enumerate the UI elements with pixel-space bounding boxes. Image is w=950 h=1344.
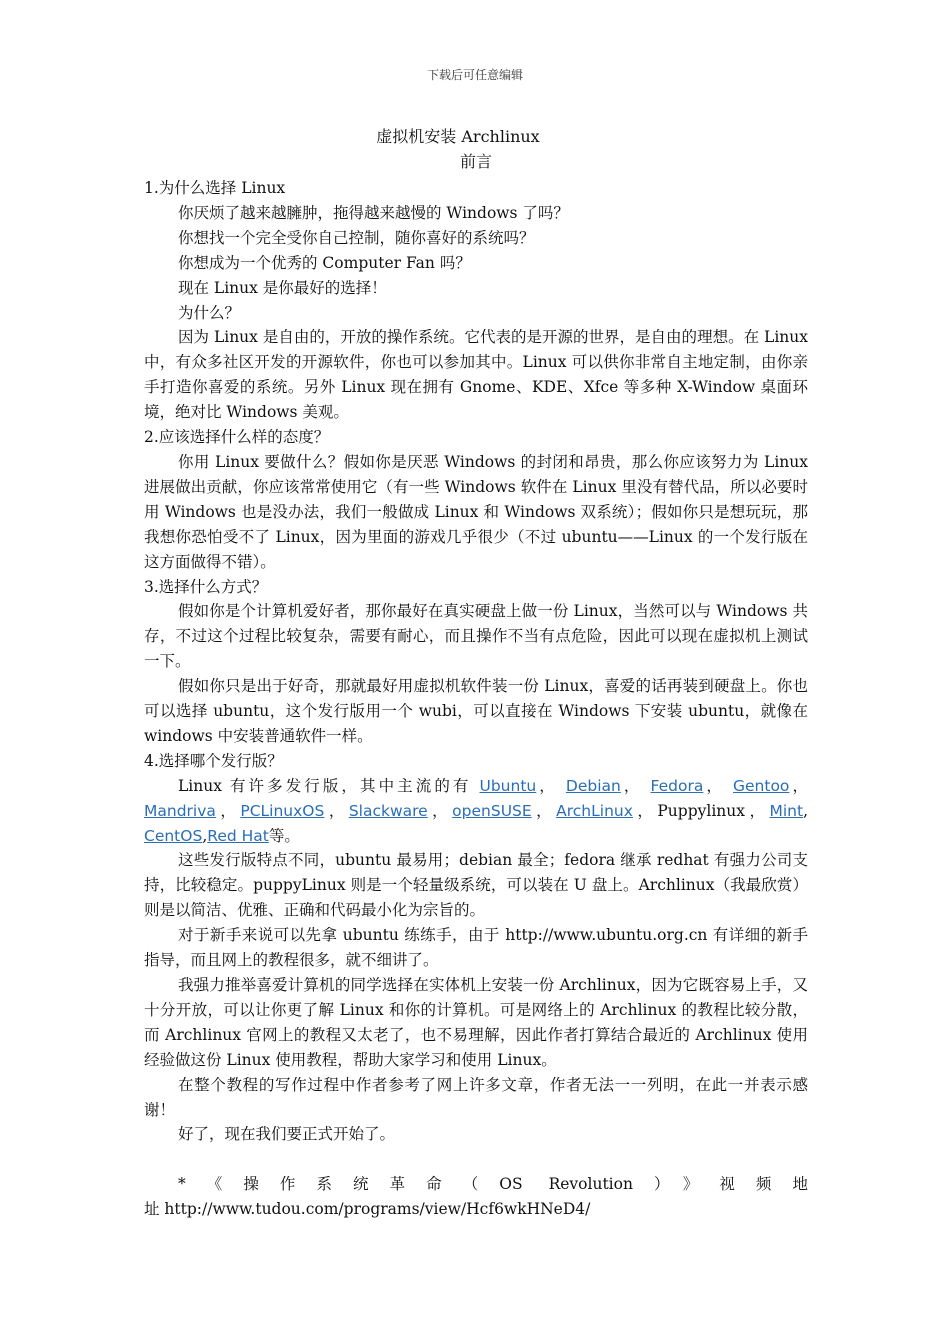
paragraph: 现在 Linux 是你最好的选择！ [178,278,387,297]
link-ubuntu[interactable]: Ubuntu [479,776,537,795]
section-title-preface: 前言 [459,152,492,171]
paragraph: 为什么？ [178,303,241,322]
paragraph: 你厌烦了越来越臃肿，拖得越来越慢的 Windows 了吗？ [178,203,569,222]
link-gentoo[interactable]: Gentoo [733,776,790,795]
link-pclinuxos[interactable]: PCLinuxOS [240,801,325,820]
document-body [144,124,808,1222]
paragraph: 假如你只是出于好奇，那就最好用虚拟机软件装一份 Linux，喜爱的话再装到硬盘上。你也可以选择 ubuntu，这个发行版用一个 wubi，可以直接在 Windows 下安装 ubuntu，就像在 windows 中安装普通软件一样。 [144,677,808,745]
heading-why-linux: 1.为什么选择 Linux [144,179,286,197]
distro-puppylinux: Puppylinux [657,801,745,820]
paragraph: 你想找一个完全受你自己控制，随你喜好的系统吗？ [178,228,535,247]
link-debian[interactable]: Debian [565,776,621,795]
paragraph: 你想成为一个优秀的 Computer Fan 吗？ [178,253,471,272]
page-header: 下载后可任意编辑 [426,68,523,82]
paragraph: 对于新手来说可以先拿 ubuntu 练练手，由于 http://www.ubuntu.org.cn 有详细的新手指导，而且网上的教程很多，就不细讲了。 [144,926,808,970]
heading-method: 3.选择什么方式？ [144,577,268,596]
document-title: 虚拟机安装 Archlinux [376,127,540,146]
paragraph: 这些发行版特点不同，ubuntu 最易用；debian 最全；fedora 继承 redhat 有强力公司支持，比较稳定。puppyLinux 则是一个轻量级系统，可以装在 U 盘上。Archlinux（我最欣赏）则是以简洁、优雅、正确和代码最小化为宗旨的。 [144,851,808,920]
link-redhat[interactable]: Red Hat [207,826,269,845]
footnote-line-2: 址 http://www.tudou.com/programs/view/Hcf6wkHNeD4/ [144,1200,591,1219]
paragraph: 好了，现在我们要正式开始了。 [178,1125,396,1144]
link-mandriva[interactable]: Mandriva [144,801,216,820]
blank-line [144,1147,808,1172]
paragraph: 因为 Linux 是自由的，开放的操作系统。它代表的是开源的世界，是自由的理想。在 Linux 中，有众多社区开发的开源软件，你也可以参加其中。Linux 可以供你非常自主地定制，由你亲手打造你喜爱的系统。另外 Linux 现在拥有 Gnome、KDE、Xfce 等多种 X-Window 桌面环境，绝对比 Windows 美观。 [144,328,808,422]
paragraph: 我强力推举喜爱计算机的同学选择在实体机上安装一份 Archlinux，因为它既容易上手，又十分开放，可以让你更了解 Linux 和你的计算机。可是网络上的 Archlinux 的教程比较分散，而 Archlinux 官网上的教程又太老了，也不易理解，因此作者打算结合最近的 Archlinux 使用经验做这份 Linux 使用教程，帮助大家学习和使用 Linux。 [144,976,808,1069]
distro-intro: Linux 有许多发行版，其中主流的有 [178,776,472,795]
link-centos[interactable]: CentOS [144,826,203,845]
link-opensuse[interactable]: openSUSE [452,801,532,820]
paragraph: 你用 Linux 要做什么？假如你是厌恶 Windows 的封闭和昂贵，那么你应该努力为 Linux 进展做出贡献，你应该常常使用它（有一些 Windows 软件在 Linux 里没有替代品，所以必要时用 Windows 也是没办法，我们一般做成 Linux 和 Windows 双系统）；假如你只是想玩玩，那我想你恐怕受不了 Linux，因为里面的游戏几乎很少（不过 ubuntu——Linux 的一个发行版在这方面做得不错）。 [144,452,808,571]
paragraph: 假如你是个计算机爱好者，那你最好在真实硬盘上做一份 Linux，当然可以与 Windows 共存，不过这个过程比较复杂，需要有耐心，而且操作不当有点危险，因此可以现在虚拟机上测试一下。 [144,602,808,671]
distro-list-paragraph: Linux 有许多发行版，其中主流的有 Ubuntu， Debian， Fedora， Gentoo，Mandriva，PCLinuxOS，Slackware，openSUSE，ArchLinux，Puppylinux，Mint, CentOS,Red Hat等。 [144,776,808,845]
link-archlinux[interactable]: ArchLinux [556,801,633,820]
distro-etc: 等。 [268,826,300,845]
paragraph: 在整个教程的写作过程中作者参考了网上许多文章，作者无法一一列明，在此一并表示感谢！ [144,1075,808,1119]
heading-attitude: 2.应该选择什么样的态度？ [144,428,330,447]
link-fedora[interactable]: Fedora [650,776,704,795]
link-slackware[interactable]: Slackware [348,801,428,820]
heading-distro: 4.选择哪个发行版？ [144,751,283,770]
link-mint[interactable]: Mint [769,801,804,820]
footnote-line-1: *《操作系统革命（OS Revolution）》视频地 [178,1175,808,1194]
